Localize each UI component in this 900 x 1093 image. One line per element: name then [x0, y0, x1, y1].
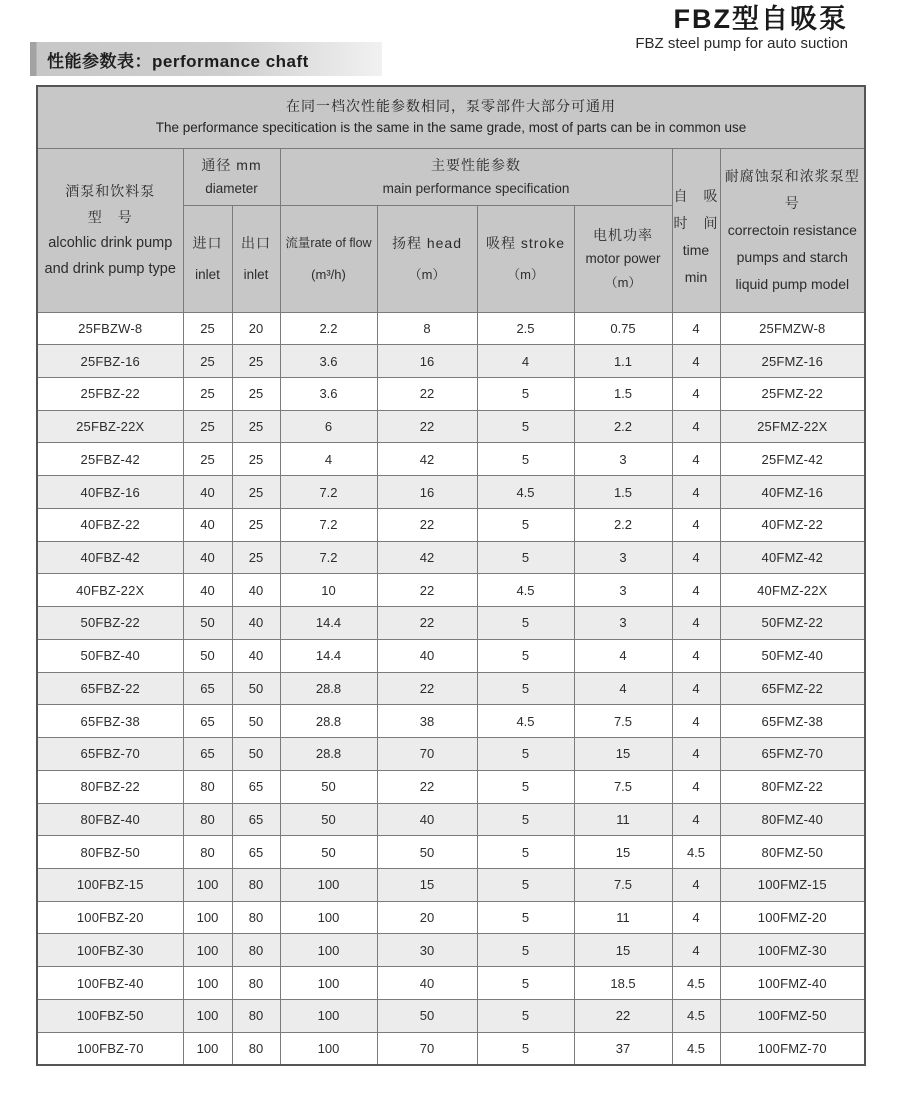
cell-flow: 7.2 — [280, 508, 377, 541]
cell-stroke: 5 — [477, 901, 574, 934]
cell-outlet: 25 — [232, 476, 280, 509]
col-header-inlet: 进口 inlet — [183, 205, 232, 312]
table-row — [37, 574, 865, 607]
cell-resistant-pump-model: 40FMZ-42 — [720, 541, 865, 574]
cell-power: 3 — [574, 541, 672, 574]
cell-stroke: 5 — [477, 377, 574, 410]
cell-pump-model: 80FBZ-50 — [37, 836, 183, 869]
cell-stroke: 5 — [477, 672, 574, 705]
cell-inlet: 40 — [183, 476, 232, 509]
cell-resistant-pump-model: 100FMZ-15 — [720, 868, 865, 901]
cell-power: 37 — [574, 1032, 672, 1065]
cell-power: 1.5 — [574, 377, 672, 410]
cell-power: 0.75 — [574, 312, 672, 345]
cell-time: 4 — [672, 476, 720, 509]
cell-outlet: 50 — [232, 738, 280, 771]
cell-outlet: 25 — [232, 345, 280, 378]
table-row — [37, 803, 865, 836]
cell-time: 4 — [672, 443, 720, 476]
cell-time: 4 — [672, 868, 720, 901]
cell-inlet: 80 — [183, 770, 232, 803]
cell-time: 4 — [672, 672, 720, 705]
page-title — [635, 4, 848, 53]
cell-resistant-pump-model: 80FMZ-22 — [720, 770, 865, 803]
table-row — [37, 345, 865, 378]
table-notice-cn: 在同一档次性能参数相同，泵零部件大部分可通用 — [286, 98, 617, 115]
cell-inlet: 40 — [183, 574, 232, 607]
cell-resistant-pump-model: 80FMZ-40 — [720, 803, 865, 836]
cell-pump-model: 25FBZ-22X — [37, 410, 183, 443]
cell-outlet: 50 — [232, 672, 280, 705]
cell-resistant-pump-model: 100FMZ-40 — [720, 967, 865, 1000]
cell-time: 4.5 — [672, 999, 720, 1032]
table-row — [37, 607, 865, 640]
cell-head: 16 — [377, 345, 477, 378]
cell-head: 22 — [377, 377, 477, 410]
cell-stroke: 5 — [477, 836, 574, 869]
cell-stroke: 5 — [477, 443, 574, 476]
cell-resistant-pump-model: 40FMZ-22 — [720, 508, 865, 541]
cell-stroke: 5 — [477, 410, 574, 443]
cell-outlet: 25 — [232, 508, 280, 541]
table-row — [37, 541, 865, 574]
cell-time: 4 — [672, 639, 720, 672]
cell-inlet: 50 — [183, 639, 232, 672]
cell-flow: 3.6 — [280, 345, 377, 378]
cell-head: 38 — [377, 705, 477, 738]
cell-outlet: 50 — [232, 705, 280, 738]
performance-table — [36, 85, 866, 1066]
cell-head: 16 — [377, 476, 477, 509]
cell-power: 1.5 — [574, 476, 672, 509]
table-row — [37, 672, 865, 705]
cell-power: 4 — [574, 639, 672, 672]
cell-resistant-pump-model: 100FMZ-20 — [720, 901, 865, 934]
cell-flow: 50 — [280, 836, 377, 869]
cell-resistant-pump-model: 40FMZ-16 — [720, 476, 865, 509]
cell-outlet: 25 — [232, 443, 280, 476]
cell-head: 50 — [377, 999, 477, 1032]
cell-inlet: 25 — [183, 377, 232, 410]
cell-inlet: 80 — [183, 803, 232, 836]
cell-outlet: 65 — [232, 836, 280, 869]
cell-outlet: 40 — [232, 607, 280, 640]
cell-pump-model: 40FBZ-42 — [37, 541, 183, 574]
cell-head: 40 — [377, 639, 477, 672]
cell-pump-model: 65FBZ-70 — [37, 738, 183, 771]
cell-head: 22 — [377, 410, 477, 443]
cell-power: 22 — [574, 999, 672, 1032]
col-header-suction-time: 自 吸 时 间 time min — [672, 148, 720, 312]
cell-time: 4 — [672, 410, 720, 443]
col-header-main-group: 主要性能参数 main performance specification — [280, 148, 672, 205]
table-row — [37, 836, 865, 869]
cell-stroke: 4.5 — [477, 476, 574, 509]
cell-head: 30 — [377, 934, 477, 967]
cell-inlet: 80 — [183, 836, 232, 869]
cell-stroke: 5 — [477, 868, 574, 901]
cell-time: 4 — [672, 738, 720, 771]
cell-flow: 28.8 — [280, 705, 377, 738]
cell-power: 3 — [574, 443, 672, 476]
cell-resistant-pump-model: 65FMZ-38 — [720, 705, 865, 738]
cell-pump-model: 40FBZ-22X — [37, 574, 183, 607]
cell-flow: 100 — [280, 934, 377, 967]
cell-stroke: 5 — [477, 508, 574, 541]
cell-inlet: 100 — [183, 868, 232, 901]
cell-time: 4 — [672, 705, 720, 738]
table-row — [37, 901, 865, 934]
cell-outlet: 80 — [232, 934, 280, 967]
cell-power: 18.5 — [574, 967, 672, 1000]
cell-time: 4.5 — [672, 836, 720, 869]
cell-inlet: 40 — [183, 508, 232, 541]
cell-power: 7.5 — [574, 868, 672, 901]
table-row — [37, 377, 865, 410]
page-title-cn: FBZ型自吸泵 — [673, 4, 848, 34]
cell-pump-model: 100FBZ-50 — [37, 999, 183, 1032]
cell-resistant-pump-model: 40FMZ-22X — [720, 574, 865, 607]
cell-resistant-pump-model: 50FMZ-40 — [720, 639, 865, 672]
table-row — [37, 443, 865, 476]
cell-flow: 7.2 — [280, 476, 377, 509]
cell-stroke: 5 — [477, 967, 574, 1000]
cell-flow: 100 — [280, 868, 377, 901]
cell-time: 4 — [672, 377, 720, 410]
cell-head: 50 — [377, 836, 477, 869]
cell-time: 4 — [672, 541, 720, 574]
cell-power: 1.1 — [574, 345, 672, 378]
cell-inlet: 40 — [183, 541, 232, 574]
section-header-label: 性能参数表：performance chaft — [47, 51, 309, 71]
table-row — [37, 312, 865, 345]
cell-outlet: 80 — [232, 967, 280, 1000]
cell-inlet: 65 — [183, 738, 232, 771]
cell-flow: 100 — [280, 967, 377, 1000]
cell-stroke: 4 — [477, 345, 574, 378]
table-row — [37, 770, 865, 803]
cell-outlet: 40 — [232, 574, 280, 607]
cell-head: 20 — [377, 901, 477, 934]
cell-head: 22 — [377, 607, 477, 640]
cell-power: 3 — [574, 574, 672, 607]
table-row — [37, 1032, 865, 1065]
table-row — [37, 705, 865, 738]
table-row — [37, 999, 865, 1032]
cell-head: 15 — [377, 868, 477, 901]
table-notice-en: The performance specitication is the same in the same grade, most of parts can be in common use — [155, 120, 747, 136]
cell-outlet: 80 — [232, 868, 280, 901]
cell-resistant-pump-model: 80FMZ-50 — [720, 836, 865, 869]
cell-stroke: 5 — [477, 541, 574, 574]
cell-stroke: 5 — [477, 738, 574, 771]
cell-power: 15 — [574, 934, 672, 967]
cell-flow: 6 — [280, 410, 377, 443]
cell-pump-model: 50FBZ-22 — [37, 607, 183, 640]
cell-flow: 50 — [280, 770, 377, 803]
cell-outlet: 80 — [232, 901, 280, 934]
cell-inlet: 25 — [183, 345, 232, 378]
cell-power: 3 — [574, 607, 672, 640]
cell-head: 70 — [377, 738, 477, 771]
cell-time: 4 — [672, 770, 720, 803]
cell-inlet: 100 — [183, 967, 232, 1000]
cell-flow: 14.4 — [280, 639, 377, 672]
col-header-resistant-model: 耐腐蚀泵和浓浆泵型号 correctoin resistance pumps and starch liquid pump model — [720, 148, 865, 312]
cell-stroke: 4.5 — [477, 705, 574, 738]
cell-flow: 100 — [280, 999, 377, 1032]
col-header-outlet: 出口 inlet — [232, 205, 280, 312]
cell-resistant-pump-model: 100FMZ-70 — [720, 1032, 865, 1065]
table-row — [37, 410, 865, 443]
cell-flow: 3.6 — [280, 377, 377, 410]
cell-pump-model: 80FBZ-22 — [37, 770, 183, 803]
cell-outlet: 25 — [232, 410, 280, 443]
cell-head: 42 — [377, 443, 477, 476]
cell-time: 4.5 — [672, 967, 720, 1000]
cell-head: 70 — [377, 1032, 477, 1065]
cell-time: 4 — [672, 607, 720, 640]
cell-outlet: 20 — [232, 312, 280, 345]
cell-time: 4.5 — [672, 1032, 720, 1065]
cell-flow: 28.8 — [280, 672, 377, 705]
cell-resistant-pump-model: 25FMZ-22 — [720, 377, 865, 410]
col-header-model: 酒泵和饮料泵 型 号 alcohlic drink pump and drink pump type — [37, 148, 183, 312]
cell-pump-model: 100FBZ-30 — [37, 934, 183, 967]
cell-power: 11 — [574, 803, 672, 836]
cell-pump-model: 25FBZ-16 — [37, 345, 183, 378]
cell-inlet: 100 — [183, 999, 232, 1032]
cell-pump-model: 40FBZ-16 — [37, 476, 183, 509]
cell-stroke: 5 — [477, 999, 574, 1032]
cell-inlet: 25 — [183, 443, 232, 476]
cell-inlet: 50 — [183, 607, 232, 640]
cell-outlet: 40 — [232, 639, 280, 672]
cell-pump-model: 100FBZ-70 — [37, 1032, 183, 1065]
cell-stroke: 5 — [477, 607, 574, 640]
cell-flow: 50 — [280, 803, 377, 836]
cell-pump-model: 100FBZ-20 — [37, 901, 183, 934]
cell-power: 15 — [574, 738, 672, 771]
cell-inlet: 100 — [183, 934, 232, 967]
table-row — [37, 738, 865, 771]
cell-time: 4 — [672, 345, 720, 378]
cell-stroke: 5 — [477, 934, 574, 967]
cell-stroke: 2.5 — [477, 312, 574, 345]
cell-time: 4 — [672, 901, 720, 934]
cell-pump-model: 40FBZ-22 — [37, 508, 183, 541]
cell-power: 4 — [574, 672, 672, 705]
cell-pump-model: 100FBZ-40 — [37, 967, 183, 1000]
cell-stroke: 5 — [477, 803, 574, 836]
cell-stroke: 5 — [477, 1032, 574, 1065]
page-title-en: FBZ steel pump for auto suction — [635, 35, 848, 52]
cell-outlet: 65 — [232, 803, 280, 836]
cell-pump-model: 65FBZ-22 — [37, 672, 183, 705]
cell-head: 22 — [377, 770, 477, 803]
cell-resistant-pump-model: 50FMZ-22 — [720, 607, 865, 640]
cell-pump-model: 100FBZ-15 — [37, 868, 183, 901]
cell-outlet: 80 — [232, 1032, 280, 1065]
cell-stroke: 5 — [477, 639, 574, 672]
table-row — [37, 508, 865, 541]
cell-inlet: 100 — [183, 1032, 232, 1065]
cell-time: 4 — [672, 934, 720, 967]
table-notice — [37, 86, 865, 148]
cell-flow: 7.2 — [280, 541, 377, 574]
cell-head: 8 — [377, 312, 477, 345]
cell-power: 2.2 — [574, 410, 672, 443]
cell-pump-model: 25FBZW-8 — [37, 312, 183, 345]
cell-power: 15 — [574, 836, 672, 869]
cell-resistant-pump-model: 25FMZ-42 — [720, 443, 865, 476]
cell-inlet: 65 — [183, 672, 232, 705]
cell-resistant-pump-model: 100FMZ-50 — [720, 999, 865, 1032]
cell-resistant-pump-model: 65FMZ-70 — [720, 738, 865, 771]
col-header-power: 电机功率 motor power （m） — [574, 205, 672, 312]
cell-stroke: 5 — [477, 770, 574, 803]
cell-head: 40 — [377, 803, 477, 836]
cell-head: 22 — [377, 672, 477, 705]
cell-inlet: 100 — [183, 901, 232, 934]
cell-pump-model: 25FBZ-42 — [37, 443, 183, 476]
cell-outlet: 65 — [232, 770, 280, 803]
cell-power: 7.5 — [574, 705, 672, 738]
cell-resistant-pump-model: 25FMZW-8 — [720, 312, 865, 345]
cell-head: 40 — [377, 967, 477, 1000]
cell-pump-model: 80FBZ-40 — [37, 803, 183, 836]
cell-flow: 28.8 — [280, 738, 377, 771]
cell-time: 4 — [672, 574, 720, 607]
cell-power: 7.5 — [574, 770, 672, 803]
cell-flow: 14.4 — [280, 607, 377, 640]
table-row — [37, 868, 865, 901]
cell-flow: 100 — [280, 901, 377, 934]
cell-stroke: 4.5 — [477, 574, 574, 607]
table-row — [37, 639, 865, 672]
cell-power: 2.2 — [574, 508, 672, 541]
col-header-diameter-group: 通径 mm diameter — [183, 148, 280, 205]
header-row-groups — [37, 148, 865, 205]
cell-time: 4 — [672, 508, 720, 541]
cell-pump-model: 65FBZ-38 — [37, 705, 183, 738]
cell-inlet: 65 — [183, 705, 232, 738]
cell-pump-model: 50FBZ-40 — [37, 639, 183, 672]
cell-outlet: 25 — [232, 377, 280, 410]
cell-power: 11 — [574, 901, 672, 934]
cell-resistant-pump-model: 100FMZ-30 — [720, 934, 865, 967]
table-notice-row — [37, 86, 865, 148]
cell-outlet: 25 — [232, 541, 280, 574]
cell-flow: 4 — [280, 443, 377, 476]
cell-outlet: 80 — [232, 999, 280, 1032]
cell-inlet: 25 — [183, 312, 232, 345]
cell-head: 42 — [377, 541, 477, 574]
table-row — [37, 967, 865, 1000]
cell-flow: 2.2 — [280, 312, 377, 345]
cell-head: 22 — [377, 508, 477, 541]
col-header-stroke: 吸程 stroke （m） — [477, 205, 574, 312]
cell-inlet: 25 — [183, 410, 232, 443]
cell-time: 4 — [672, 312, 720, 345]
table-row — [37, 934, 865, 967]
cell-flow: 10 — [280, 574, 377, 607]
table-row — [37, 476, 865, 509]
cell-pump-model: 25FBZ-22 — [37, 377, 183, 410]
performance-table-body — [37, 312, 865, 1065]
cell-time: 4 — [672, 803, 720, 836]
cell-head: 22 — [377, 574, 477, 607]
cell-resistant-pump-model: 65FMZ-22 — [720, 672, 865, 705]
col-header-head: 扬程 head （m） — [377, 205, 477, 312]
section-header-bar — [30, 42, 382, 76]
col-header-flow: 流量rate of flow (m³/h) — [280, 205, 377, 312]
cell-resistant-pump-model: 25FMZ-16 — [720, 345, 865, 378]
cell-resistant-pump-model: 25FMZ-22X — [720, 410, 865, 443]
cell-flow: 100 — [280, 1032, 377, 1065]
